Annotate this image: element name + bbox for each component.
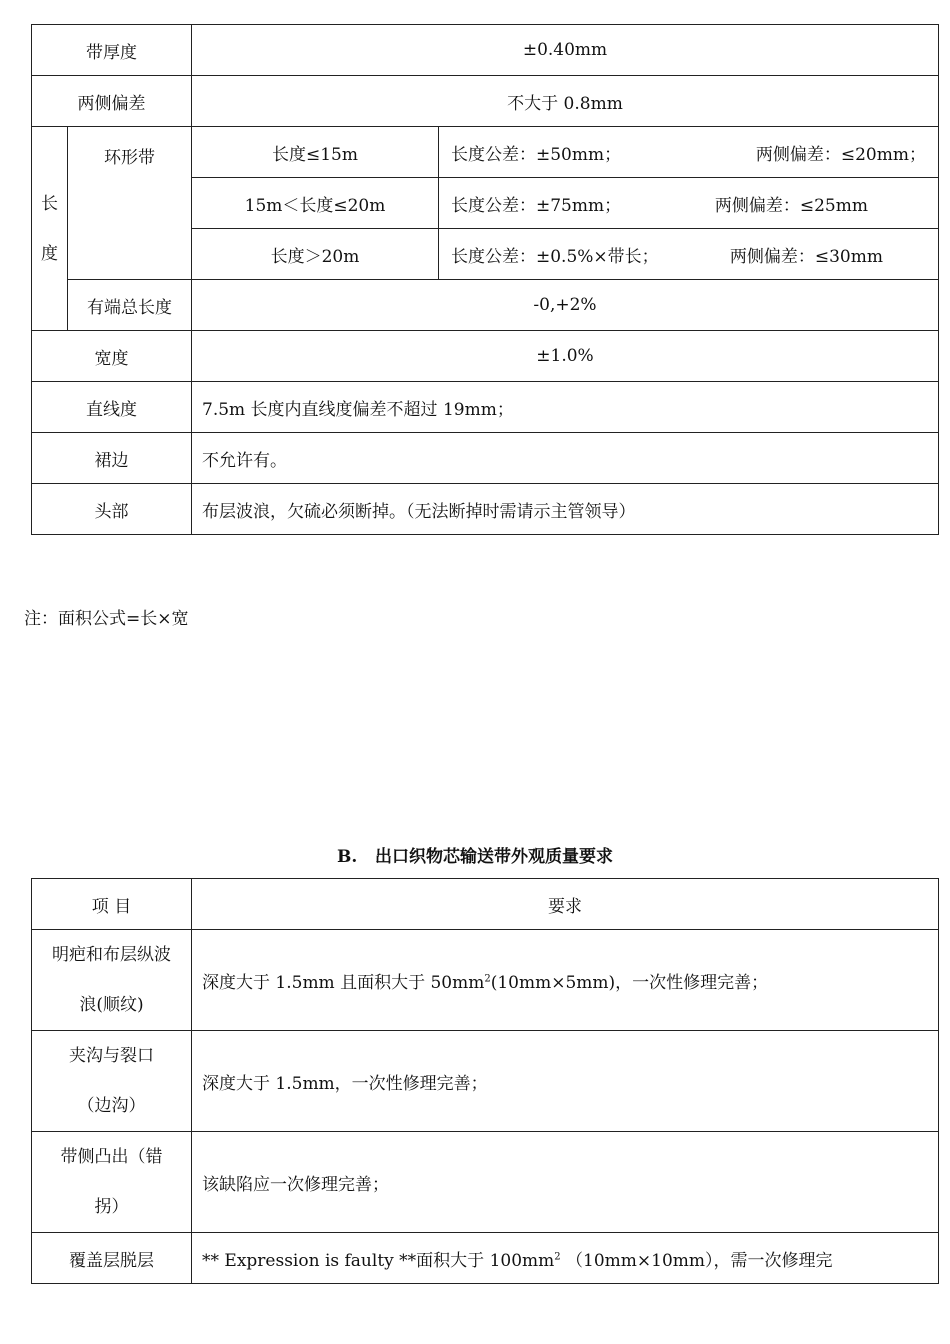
tolerance-table: [31, 24, 939, 535]
requirement-text: (10mm×5mm)，一次性修理完善；: [490, 972, 769, 993]
item-cell: [32, 1031, 192, 1132]
length-tolerance: 长度公差：±0.5%×带长；: [451, 246, 659, 267]
length-char: 长: [41, 193, 58, 214]
header-requirement: 要求: [192, 879, 939, 930]
row-value: ±0.40mm: [192, 25, 939, 76]
row-label: 裙边: [32, 433, 192, 484]
superscript: 2: [554, 1250, 561, 1262]
requirement-text: 深度大于 1.5mm 且面积大于 50mm: [202, 972, 485, 993]
row-value: 不大于 0.8mm: [192, 76, 939, 127]
item-cell: [32, 930, 192, 1031]
item-line: （边沟）: [77, 1096, 146, 1116]
header-item: 项 目: [32, 879, 192, 930]
row-label: 两侧偏差: [32, 76, 192, 127]
row-label: 直线度: [32, 382, 192, 433]
table-header-row: [32, 879, 939, 930]
table-row: [32, 930, 939, 1031]
row-label: 带厚度: [32, 25, 192, 76]
area-formula-note: 注：面积公式=长×宽: [24, 609, 189, 629]
row-value: -0,+2%: [192, 280, 939, 331]
tolerance-cell: [439, 229, 939, 280]
endless-label: 环形带: [68, 127, 192, 280]
row-value: ±1.0%: [192, 331, 939, 382]
item-line: 浪(顺纹): [79, 995, 144, 1015]
tolerance-cell: [439, 127, 939, 178]
requirement-cell: 深度大于 1.5mm，一次性修理完善；: [192, 1031, 939, 1132]
length-tolerance: 长度公差：±50mm；: [451, 144, 622, 165]
item-line: 带侧凸出（错: [60, 1147, 163, 1167]
length-range: 长度＞20m: [192, 229, 439, 280]
table-row: [32, 331, 939, 382]
table-row: [32, 1132, 939, 1233]
side-deviation: 两侧偏差：≤25mm: [714, 195, 868, 216]
table-row: [32, 127, 939, 178]
requirement-cell: 该缺陷应一次修理完善；: [192, 1132, 939, 1233]
requirement-text: （10mm×10mm），需一次修理完: [560, 1250, 833, 1271]
table-row: [32, 1031, 939, 1132]
table-row: [32, 76, 939, 127]
length-tolerance: 长度公差：±75mm；: [451, 195, 622, 216]
length-range: 长度≤15m: [192, 127, 439, 178]
table-row: [32, 484, 939, 535]
table-row: [32, 280, 939, 331]
length-range: 15m＜长度≤20m: [192, 178, 439, 229]
tolerance-cell: [439, 178, 939, 229]
row-value: 不允许有。: [192, 433, 939, 484]
item-line: 明疤和布层纵波: [52, 945, 171, 965]
requirement-cell: [192, 1233, 939, 1284]
table-row: [32, 382, 939, 433]
row-value: 布层波浪，欠硫必须断掉。（无法断掉时需请示主管领导）: [192, 484, 939, 535]
table-row: [32, 433, 939, 484]
requirement-text: ** Expression is faulty **面积大于 100mm: [202, 1250, 555, 1271]
section-title: B. 出口织物芯输送带外观质量要求: [336, 847, 614, 867]
row-label: 头部: [32, 484, 192, 535]
item-line: 拐）: [94, 1197, 129, 1217]
superscript: 2: [484, 972, 491, 984]
table-row: [32, 1233, 939, 1284]
side-deviation: 两侧偏差：≤20mm；: [755, 144, 926, 165]
side-deviation: 两侧偏差：≤30mm: [729, 246, 883, 267]
appearance-quality-table: [31, 878, 939, 1284]
row-label: 宽度: [32, 331, 192, 382]
length-group-label: [32, 127, 68, 331]
table-row: [32, 25, 939, 76]
item-cell: 覆盖层脱层: [32, 1233, 192, 1284]
item-cell: [32, 1132, 192, 1233]
item-line: 夹沟与裂口: [69, 1046, 154, 1066]
row-label: 有端总长度: [68, 280, 192, 331]
requirement-cell: [192, 930, 939, 1031]
row-value: 7.5m 长度内直线度偏差不超过 19mm；: [192, 382, 939, 433]
length-char: 度: [41, 243, 58, 264]
